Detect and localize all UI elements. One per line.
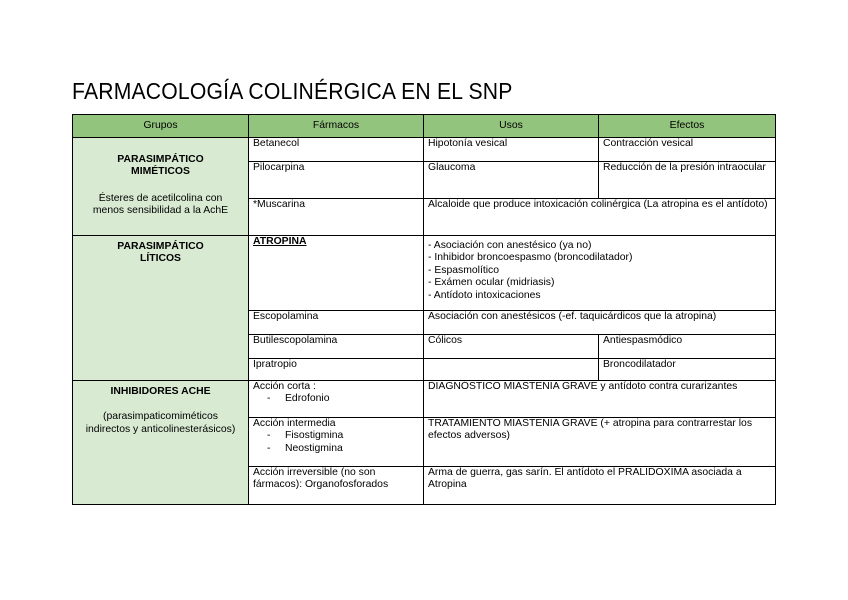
header-groups: Grupos <box>73 115 249 138</box>
drug-cell: *Muscarina <box>249 199 424 236</box>
drug-cell: Betanecol <box>249 138 424 162</box>
group-name: PARASIMPÁTICO <box>117 154 204 165</box>
header-effects: Efectos <box>599 115 776 138</box>
group-name: INHIBIDORES ACHE <box>110 386 211 397</box>
drug-cell <box>249 236 424 311</box>
header-drugs: Fármacos <box>249 115 424 138</box>
table-header-row <box>73 115 776 138</box>
drug-cell: Butilescopolamina <box>249 335 424 359</box>
drug-cell: Acción irreversible (no son fármacos): Organofosforados <box>249 467 424 505</box>
group-name-line2: MIMÉTICOS <box>131 166 190 178</box>
effect-cell: Antiespasmódico <box>599 335 776 359</box>
group-cell-ache-inhibitors <box>73 381 249 505</box>
group-description: Ésteres de acetilcolina con <box>98 192 223 204</box>
effect-cell: Contracción vesical <box>599 138 776 162</box>
drug-name: Acción corta : <box>253 381 316 392</box>
use-effect-cell: Arma de guerra, gas sarín. El antídoto el PRALIDOXIMA asociada a Atropina <box>424 467 776 505</box>
use-item: - Antídoto intoxicaciones <box>428 289 541 301</box>
use-effect-cell: DIAGNÓSTICO MIASTENIA GRAVE y antídoto contra curarizantes <box>424 381 776 418</box>
group-name-line2: LÍTICOS <box>140 253 181 265</box>
group-description: (parasimpaticomiméticos <box>103 411 218 423</box>
drug-cell <box>249 418 424 467</box>
use-effect-cell: Alcaloide que produce intoxicación colinérgica (La atropina es el antídoto) <box>424 199 776 236</box>
drug-subitem: - Fisostigmina <box>267 430 344 442</box>
use-list-cell <box>424 236 776 311</box>
use-cell: Glaucoma <box>424 162 599 199</box>
use-item: - Inhibidor broncoespasmo (broncodilatador) <box>428 252 633 264</box>
drug-cell <box>249 381 424 418</box>
group-description-line2: indirectos y anticolinesterásicos) <box>85 423 236 435</box>
use-effect-cell: Asociación con anestésicos (-ef. taquicárdicos que la atropina) <box>424 311 776 335</box>
use-item: - Espasmolítico <box>428 264 500 276</box>
use-cell: Hipotonía vesical <box>424 138 599 162</box>
table-row <box>73 381 776 418</box>
header-uses: Usos <box>424 115 599 138</box>
table-row <box>73 236 776 311</box>
drug-cell: Ipratropio <box>249 359 424 381</box>
drug-cell: Pilocarpina <box>249 162 424 199</box>
drug-cell: Escopolamina <box>249 311 424 335</box>
drug-subitem: - Edrofonio <box>267 393 330 405</box>
group-cell-parasympatholytic <box>73 236 249 381</box>
drug-subitem: - Neostigmina <box>267 442 343 454</box>
atropina-label: ATROPINA <box>253 236 307 247</box>
pharmacology-table <box>72 114 776 505</box>
effect-cell: Broncodilatador <box>599 359 776 381</box>
group-name: PARASIMPÁTICO <box>117 241 204 252</box>
group-cell-parasympathomimetic <box>73 138 249 236</box>
drug-name: Acción intermedia <box>253 418 336 429</box>
effect-cell: Reducción de la presión intraocular <box>599 162 776 199</box>
page-title: FARMACOLOGÍA COLINÉRGICA EN EL SNP <box>72 78 513 104</box>
use-item: - Asociación con anestésico (ya no) <box>428 240 592 251</box>
use-cell <box>424 359 599 381</box>
group-description-line2: menos sensibilidad a la AchE <box>92 205 229 217</box>
use-cell: Cólicos <box>424 335 599 359</box>
use-item: - Exámen ocular (midriasis) <box>428 277 555 289</box>
table-row <box>73 138 776 162</box>
use-effect-cell: TRATAMIENTO MIASTENIA GRAVE (+ atropina para contrarrestar los efectos adversos) <box>424 418 776 467</box>
